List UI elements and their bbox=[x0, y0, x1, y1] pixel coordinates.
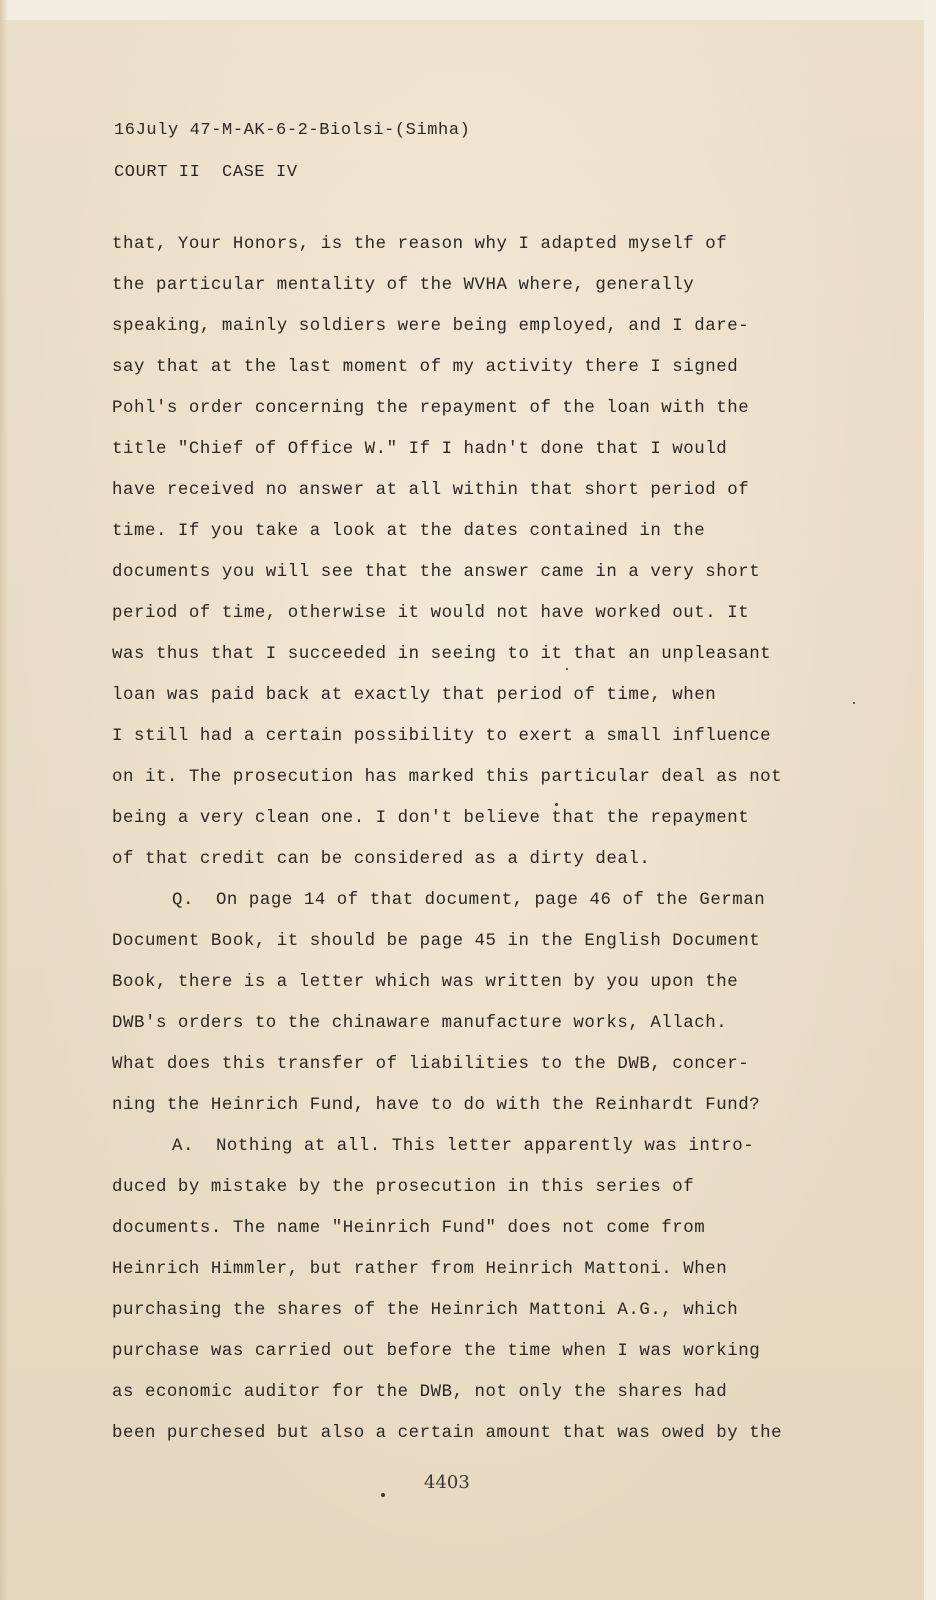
transcript-line: have received no answer at all within that short period of bbox=[112, 481, 750, 500]
transcript-line: loan was paid back at exactly that period of time, when bbox=[112, 686, 717, 705]
paper-speck bbox=[555, 803, 558, 806]
transcript-line: on it. The prosecution has marked this particular deal as not bbox=[112, 768, 783, 787]
transcript-line: I still had a certain possibility to exert a small influence bbox=[112, 727, 772, 746]
transcript-line: DWB's orders to the chinaware manufacture works, Allach. bbox=[112, 1014, 728, 1033]
paper-top-edge bbox=[0, 0, 936, 20]
paper-right-edge bbox=[924, 0, 936, 1600]
transcript-line: say that at the last moment of my activity there I signed bbox=[112, 358, 739, 377]
transcript-line: time. If you take a look at the dates contained in the bbox=[112, 522, 706, 541]
transcript-line: Heinrich Himmler, but rather from Heinrich Mattoni. When bbox=[112, 1260, 728, 1279]
header-reference-line: 16July 47-M-AK-6-2-Biolsi-(Simha) bbox=[114, 121, 471, 140]
transcript-line: period of time, otherwise it would not have worked out. It bbox=[112, 604, 750, 623]
transcript-line: documents you will see that the answer came in a very short bbox=[112, 563, 761, 582]
transcript-line: duced by mistake by the prosecution in this series of bbox=[112, 1178, 695, 1197]
transcript-line: was thus that I succeeded in seeing to it that an unpleasant bbox=[112, 645, 772, 664]
transcript-line: documents. The name "Heinrich Fund" does not come from bbox=[112, 1219, 706, 1238]
transcript-line: purchasing the shares of the Heinrich Mattoni A.G., which bbox=[112, 1301, 739, 1320]
paper-speck bbox=[566, 668, 568, 670]
transcript-line: purchase was carried out before the time when I was working bbox=[112, 1342, 761, 1361]
header-court-case-line: COURT II CASE IV bbox=[114, 163, 298, 182]
paper-speck bbox=[381, 1493, 385, 1497]
transcript-line: been purchesed but also a certain amount that was owed by the bbox=[112, 1424, 783, 1443]
transcript-line: that, Your Honors, is the reason why I adapted myself of bbox=[112, 235, 728, 254]
transcript-line: speaking, mainly soldiers were being employed, and I dare- bbox=[112, 317, 750, 336]
transcript-line: the particular mentality of the WVHA where, generally bbox=[112, 276, 695, 295]
transcript-line: Document Book, it should be page 45 in the English Document bbox=[112, 932, 761, 951]
transcript-line: title "Chief of Office W." If I hadn't done that I would bbox=[112, 440, 728, 459]
transcript-line: ning the Heinrich Fund, have to do with the Reinhardt Fund? bbox=[112, 1096, 761, 1115]
transcript-line: of that credit can be considered as a dirty deal. bbox=[112, 850, 651, 869]
transcript-line: Book, there is a letter which was written by you upon the bbox=[112, 973, 739, 992]
transcript-line: as economic auditor for the DWB, not only the shares had bbox=[112, 1383, 728, 1402]
transcript-line: A. Nothing at all. This letter apparently was intro- bbox=[172, 1137, 755, 1156]
transcript-line: Q. On page 14 of that document, page 46 of the German bbox=[172, 891, 766, 910]
page-number: 4403 bbox=[424, 1472, 470, 1493]
transcript-line: Pohl's order concerning the repayment of the loan with the bbox=[112, 399, 750, 418]
transcript-body bbox=[112, 224, 872, 1454]
transcript-line: being a very clean one. I don't believe that the repayment bbox=[112, 809, 750, 828]
document-header bbox=[114, 121, 470, 205]
paper-left-shadow bbox=[0, 0, 8, 1600]
paper-speck bbox=[853, 702, 855, 704]
transcript-line: What does this transfer of liabilities to the DWB, concer- bbox=[112, 1055, 750, 1074]
